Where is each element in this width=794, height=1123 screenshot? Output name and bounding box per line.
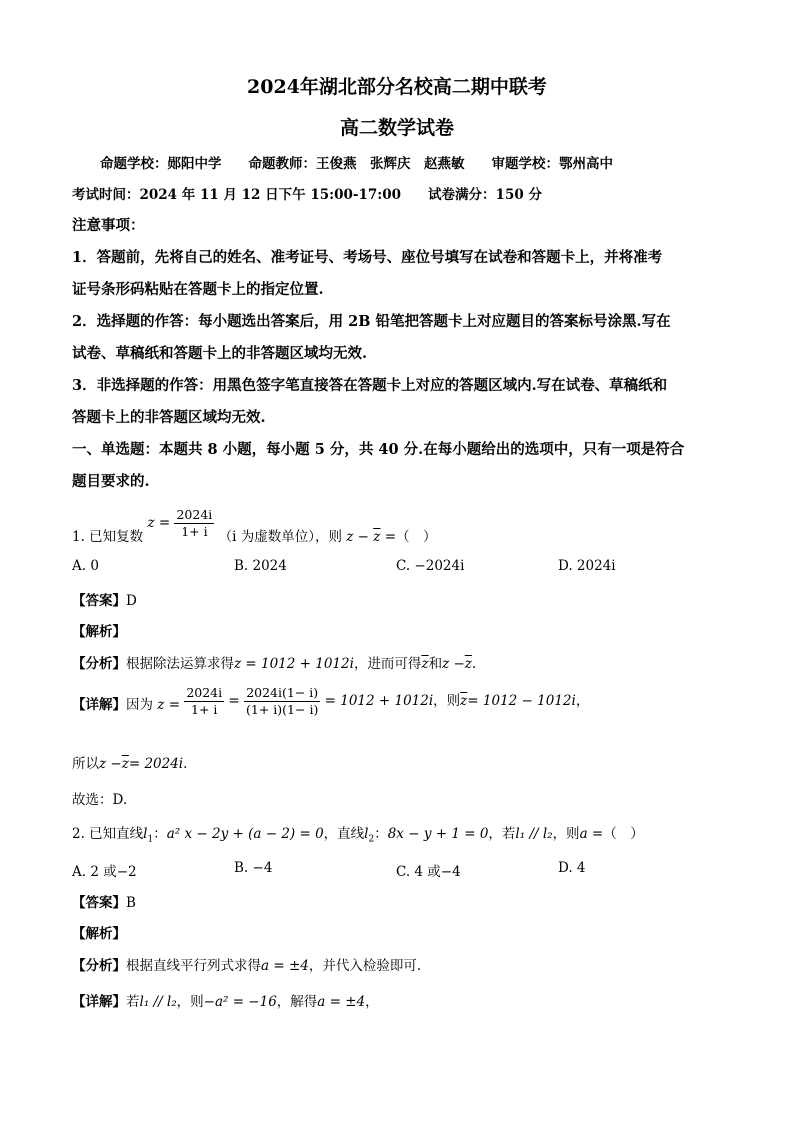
q2-analysis-heading: 【解析】	[72, 926, 126, 942]
q1-answer-value: D	[126, 593, 137, 609]
q2-l1: l	[143, 826, 148, 842]
q1-analysis-math1: z = 1012 + 1012i	[234, 656, 354, 672]
q1-option-c: C. −2024i	[396, 558, 465, 574]
q1-analysis-zbar: $\overline{z}$	[421, 656, 429, 672]
q2-end: （ ）	[603, 826, 644, 842]
q2-analysis-math: a = ±4	[261, 958, 309, 974]
q1-detail-then: ，则	[433, 692, 461, 709]
q2-if: ，若	[488, 826, 516, 842]
notice-item-1-line-1: 1．答题前，先将自己的姓名、准考证号、考场号、座位号填写在试卷和答题卡上，并将准考	[72, 249, 663, 266]
q2-l2: l	[364, 826, 369, 842]
q1-suffix: （i 为虚数单位），则	[218, 528, 342, 545]
q2-l1-sub: 1	[147, 834, 154, 845]
exam-info: 考试时间：2024 年 11 月 12 日下午 15:00-17:00 试卷满分：150 分	[72, 187, 542, 203]
q1-analysis-text2: ，进而可得	[353, 656, 422, 672]
question-2-stem	[72, 822, 644, 845]
section-heading-line-2: 题目要求的.	[72, 473, 150, 490]
q1-option-b: B. 2024	[234, 558, 287, 574]
q1-analysis-math2: z −	[442, 656, 465, 672]
notice-item-2-line-1: 2．选择题的作答：每小题选出答案后，用 2B 铅笔把答题卡上对应题目的答案标号涂黑.写在	[72, 313, 671, 330]
q2-analysis	[72, 954, 421, 974]
q2-analysis-text: 根据直线平行列式求得	[126, 958, 261, 974]
q1-detail-result: = 1012 + 1012i	[324, 692, 434, 709]
q1-choice: 故选：D.	[72, 792, 128, 808]
q2-option-d: D. 4	[558, 860, 586, 876]
q1-detail-label: 【详解】	[72, 696, 126, 713]
q2-colon2: ：	[374, 826, 388, 842]
q1-analysis	[72, 652, 476, 672]
q1-detail-frac2-den: (1+ i)(1− i)	[246, 701, 319, 717]
q1-so-end: .	[183, 756, 188, 772]
q2-prefix: 2. 已知直线	[72, 826, 144, 842]
q1-option-a: A. 0	[72, 558, 99, 574]
q2-detail-math2: a = ±4	[317, 994, 366, 1010]
q1-conclusion	[72, 752, 187, 772]
q2-detail-text: 若	[126, 994, 140, 1010]
q2-detail-solve: ，解得	[276, 994, 318, 1010]
q1-so-zbar: $\overline{z}$	[121, 756, 129, 772]
q1-z-eq: z =	[147, 514, 171, 531]
question-1-stem	[72, 504, 437, 545]
q1-answer	[72, 589, 137, 609]
notice-item-2-line-2: 试卷、草稿纸和答题卡上的非答题区域均无效.	[72, 345, 368, 362]
q1-so-text: 所以	[72, 756, 99, 772]
q2-answer	[72, 891, 136, 911]
q1-answer-label: 【答案】	[72, 593, 126, 609]
q2-colon1: ：	[153, 826, 167, 842]
q1-detail-eq: =	[228, 692, 240, 709]
q1-detail-zbar: $\overline{z}$	[460, 692, 468, 709]
q1-analysis-math2b: $\overline{z}$	[464, 656, 472, 672]
q1-analysis-label: 【分析】	[72, 656, 126, 672]
q1-expr-z: z −	[346, 528, 369, 545]
exam-subtitle: 高二数学试卷	[339, 117, 454, 139]
q2-detail-end: ，	[365, 994, 379, 1010]
author-line: 命题学校：郧阳中学 命题教师：王俊燕 张辉庆 赵燕敏 审题学校：鄂州高中	[100, 156, 613, 172]
q2-parallel: l₁ // l₂	[515, 826, 553, 842]
q1-option-d: D. 2024i	[558, 558, 616, 574]
q1-frac-den: 1+ i	[181, 523, 208, 539]
q1-detail-frac2	[244, 686, 320, 717]
q1-analysis-end: .	[471, 656, 477, 672]
q1-prefix: 1. 已知复数	[72, 528, 144, 545]
q2-detail	[72, 990, 379, 1010]
q1-detail-z: z =	[157, 696, 181, 713]
q2-a-eq: a =	[579, 826, 604, 842]
q1-expr-zbar: $\overline{z}$	[373, 528, 381, 545]
notice-item-3-line-1: 3．非选择题的作答：用黑色签字笔直接答在答题卡上对应的答题区域内.写在试卷、草稿纸和	[72, 377, 668, 394]
q2-option-a: A. 2 或−2	[72, 864, 137, 880]
q1-detail-frac2-num: 2024i(1− i)	[244, 686, 320, 702]
q2-detail-math1: −a² = −16	[203, 994, 277, 1010]
q2-eq2: 8x − y + 1 = 0	[387, 826, 489, 842]
q1-detail-frac1	[184, 686, 224, 717]
notice-heading: 注意事项：	[72, 217, 145, 234]
q2-option-c: C. 4 或−4	[396, 864, 461, 880]
q1-detail-zbar-val: = 1012 − 1012i	[467, 692, 576, 709]
notice-item-1-line-2: 证号条形码粘贴在答题卡上的指定位置.	[72, 281, 324, 298]
q1-expr-end: =（ ）	[384, 528, 437, 545]
q1-detail-frac1-num: 2024i	[186, 685, 223, 700]
q1-analysis-text: 根据除法运算求得	[126, 656, 234, 672]
q2-mid: ，直线	[323, 826, 365, 842]
notice-item-3-line-2: 答题卡上的非答题区域均无效.	[72, 409, 266, 426]
q2-detail-parallel: l₁ // l₂	[139, 994, 177, 1010]
exam-title: 2024年湖北部分名校高二期中联考	[247, 76, 547, 98]
q1-detail	[72, 686, 589, 717]
q2-detail-label: 【详解】	[72, 994, 126, 1010]
q1-so-math: z −	[99, 756, 122, 772]
q2-analysis-end: ，并代入检验即可.	[308, 958, 422, 974]
q2-option-b: B. −4	[234, 860, 273, 876]
q1-detail-frac1-den: 1+ i	[191, 701, 218, 717]
section-heading-line-1: 一、单选题：本题共 8 小题，每小题 5 分，共 40 分.在每小题给出的选项中，只有一项是符合	[72, 441, 685, 458]
q1-analysis-text3: 和	[428, 656, 443, 672]
q1-frac-num: 2024i	[176, 507, 213, 522]
q2-detail-then: ，则	[176, 994, 204, 1010]
q1-so-val: = 2024i	[128, 756, 184, 772]
q2-then: ，则	[552, 826, 580, 842]
q1-detail-comma: ，	[575, 692, 590, 709]
q2-answer-label: 【答案】	[72, 895, 126, 911]
q1-analysis-heading: 【解析】	[72, 624, 126, 640]
q1-detail-text: 因为	[126, 696, 153, 713]
q1-fraction	[174, 508, 214, 539]
q2-analysis-label: 【分析】	[72, 958, 126, 974]
q2-l2-sub: 2	[368, 834, 375, 845]
q2-answer-value: B	[126, 895, 136, 911]
q2-eq1: a² x − 2y + (a − 2) = 0	[166, 826, 324, 842]
